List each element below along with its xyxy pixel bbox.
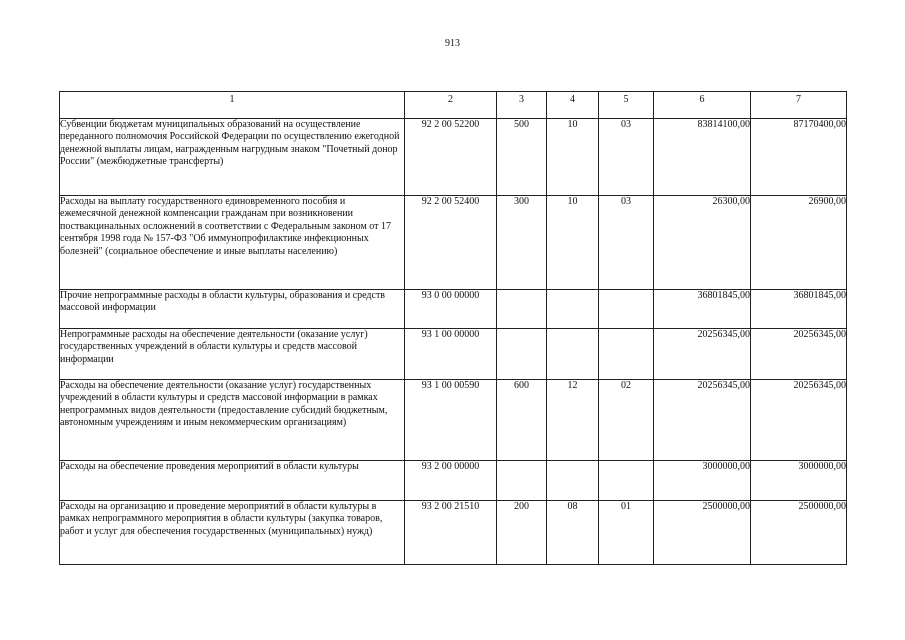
table-row bbox=[60, 380, 847, 461]
row-csr-code: 93 1 00 00000 bbox=[405, 329, 497, 380]
header-col-1: 1 bbox=[60, 92, 405, 119]
row-name: Расходы на выплату государственного единовременного пособия и ежемесячной денежной компенсации гражданам при возникновении поствакцинальных осложнений в соответствии с Федеральным законом от 17 сентября 1998 года № 157-ФЗ "Об иммунопрофилактике инфекционных болезней" (социальное обеспечение и иные выплаты населению) bbox=[60, 196, 405, 290]
row-sum-col6: 83814100,00 bbox=[654, 119, 751, 196]
row-name: Непрограммные расходы на обеспечение деятельности (оказание услуг) государственных учреждений в области культуры и средств массовой информации bbox=[60, 329, 405, 380]
row-sum-col7: 20256345,00 bbox=[751, 329, 847, 380]
row-sum-col7: 36801845,00 bbox=[751, 290, 847, 329]
row-sum-col7: 20256345,00 bbox=[751, 380, 847, 461]
row-name: Расходы на организацию и проведение мероприятий в области культуры в рамках непрограммного мероприятия в области культуры (закупка товаров, работ и услуг для обеспечения государственных (муниципальных) нужд) bbox=[60, 501, 405, 565]
row-name: Субвенции бюджетам муниципальных образований на осуществление переданного полномочия Российской Федерации по осуществлению ежегодной денежной выплаты лицам, награжденным нагрудным знаком "Почетный донор России" (межбюджетные трансферты) bbox=[60, 119, 405, 196]
row-name: Расходы на обеспечение деятельности (оказание услуг) государственных учреждений в области культуры и средств массовой информации в рамках непрограммных видов деятельности (предоставление субсидий бюджетным, автономным учреждениям и иным некоммерческим организациям) bbox=[60, 380, 405, 461]
table-row bbox=[60, 119, 847, 196]
row-rz-code: 12 bbox=[547, 380, 599, 461]
row-vr-code: 300 bbox=[497, 196, 547, 290]
header-row bbox=[60, 92, 847, 119]
row-pr-code bbox=[599, 461, 654, 501]
row-csr-code: 93 2 00 21510 bbox=[405, 501, 497, 565]
row-csr-code: 93 2 00 00000 bbox=[405, 461, 497, 501]
header-col-2: 2 bbox=[405, 92, 497, 119]
row-sum-col7: 87170400,00 bbox=[751, 119, 847, 196]
row-vr-code: 600 bbox=[497, 380, 547, 461]
row-vr-code: 200 bbox=[497, 501, 547, 565]
row-sum-col7: 2500000,00 bbox=[751, 501, 847, 565]
table-row bbox=[60, 461, 847, 501]
row-rz-code: 10 bbox=[547, 119, 599, 196]
table-row bbox=[60, 290, 847, 329]
row-csr-code: 92 2 00 52200 bbox=[405, 119, 497, 196]
row-pr-code: 01 bbox=[599, 501, 654, 565]
row-csr-code: 92 2 00 52400 bbox=[405, 196, 497, 290]
row-sum-col6: 20256345,00 bbox=[654, 380, 751, 461]
header-col-7: 7 bbox=[751, 92, 847, 119]
row-sum-col6: 26300,00 bbox=[654, 196, 751, 290]
table-row bbox=[60, 501, 847, 565]
row-pr-code: 03 bbox=[599, 196, 654, 290]
header-col-4: 4 bbox=[547, 92, 599, 119]
header-col-5: 5 bbox=[599, 92, 654, 119]
row-sum-col7: 26900,00 bbox=[751, 196, 847, 290]
row-csr-code: 93 0 00 00000 bbox=[405, 290, 497, 329]
row-rz-code: 10 bbox=[547, 196, 599, 290]
row-vr-code bbox=[497, 290, 547, 329]
budget-table bbox=[59, 91, 847, 565]
row-pr-code: 03 bbox=[599, 119, 654, 196]
row-name: Расходы на обеспечение проведения мероприятий в области культуры bbox=[60, 461, 405, 501]
row-rz-code bbox=[547, 461, 599, 501]
row-rz-code bbox=[547, 329, 599, 380]
row-sum-col6: 2500000,00 bbox=[654, 501, 751, 565]
page-number: 913 bbox=[445, 38, 460, 49]
table-row bbox=[60, 196, 847, 290]
row-vr-code: 500 bbox=[497, 119, 547, 196]
header-col-6: 6 bbox=[654, 92, 751, 119]
table-row bbox=[60, 329, 847, 380]
row-rz-code: 08 bbox=[547, 501, 599, 565]
header-col-3: 3 bbox=[497, 92, 547, 119]
row-pr-code bbox=[599, 290, 654, 329]
row-vr-code bbox=[497, 461, 547, 501]
row-pr-code: 02 bbox=[599, 380, 654, 461]
row-sum-col6: 20256345,00 bbox=[654, 329, 751, 380]
row-vr-code bbox=[497, 329, 547, 380]
row-sum-col7: 3000000,00 bbox=[751, 461, 847, 501]
row-rz-code bbox=[547, 290, 599, 329]
row-csr-code: 93 1 00 00590 bbox=[405, 380, 497, 461]
row-pr-code bbox=[599, 329, 654, 380]
row-name: Прочие непрограммные расходы в области культуры, образования и средств массовой информации bbox=[60, 290, 405, 329]
row-sum-col6: 36801845,00 bbox=[654, 290, 751, 329]
row-sum-col6: 3000000,00 bbox=[654, 461, 751, 501]
